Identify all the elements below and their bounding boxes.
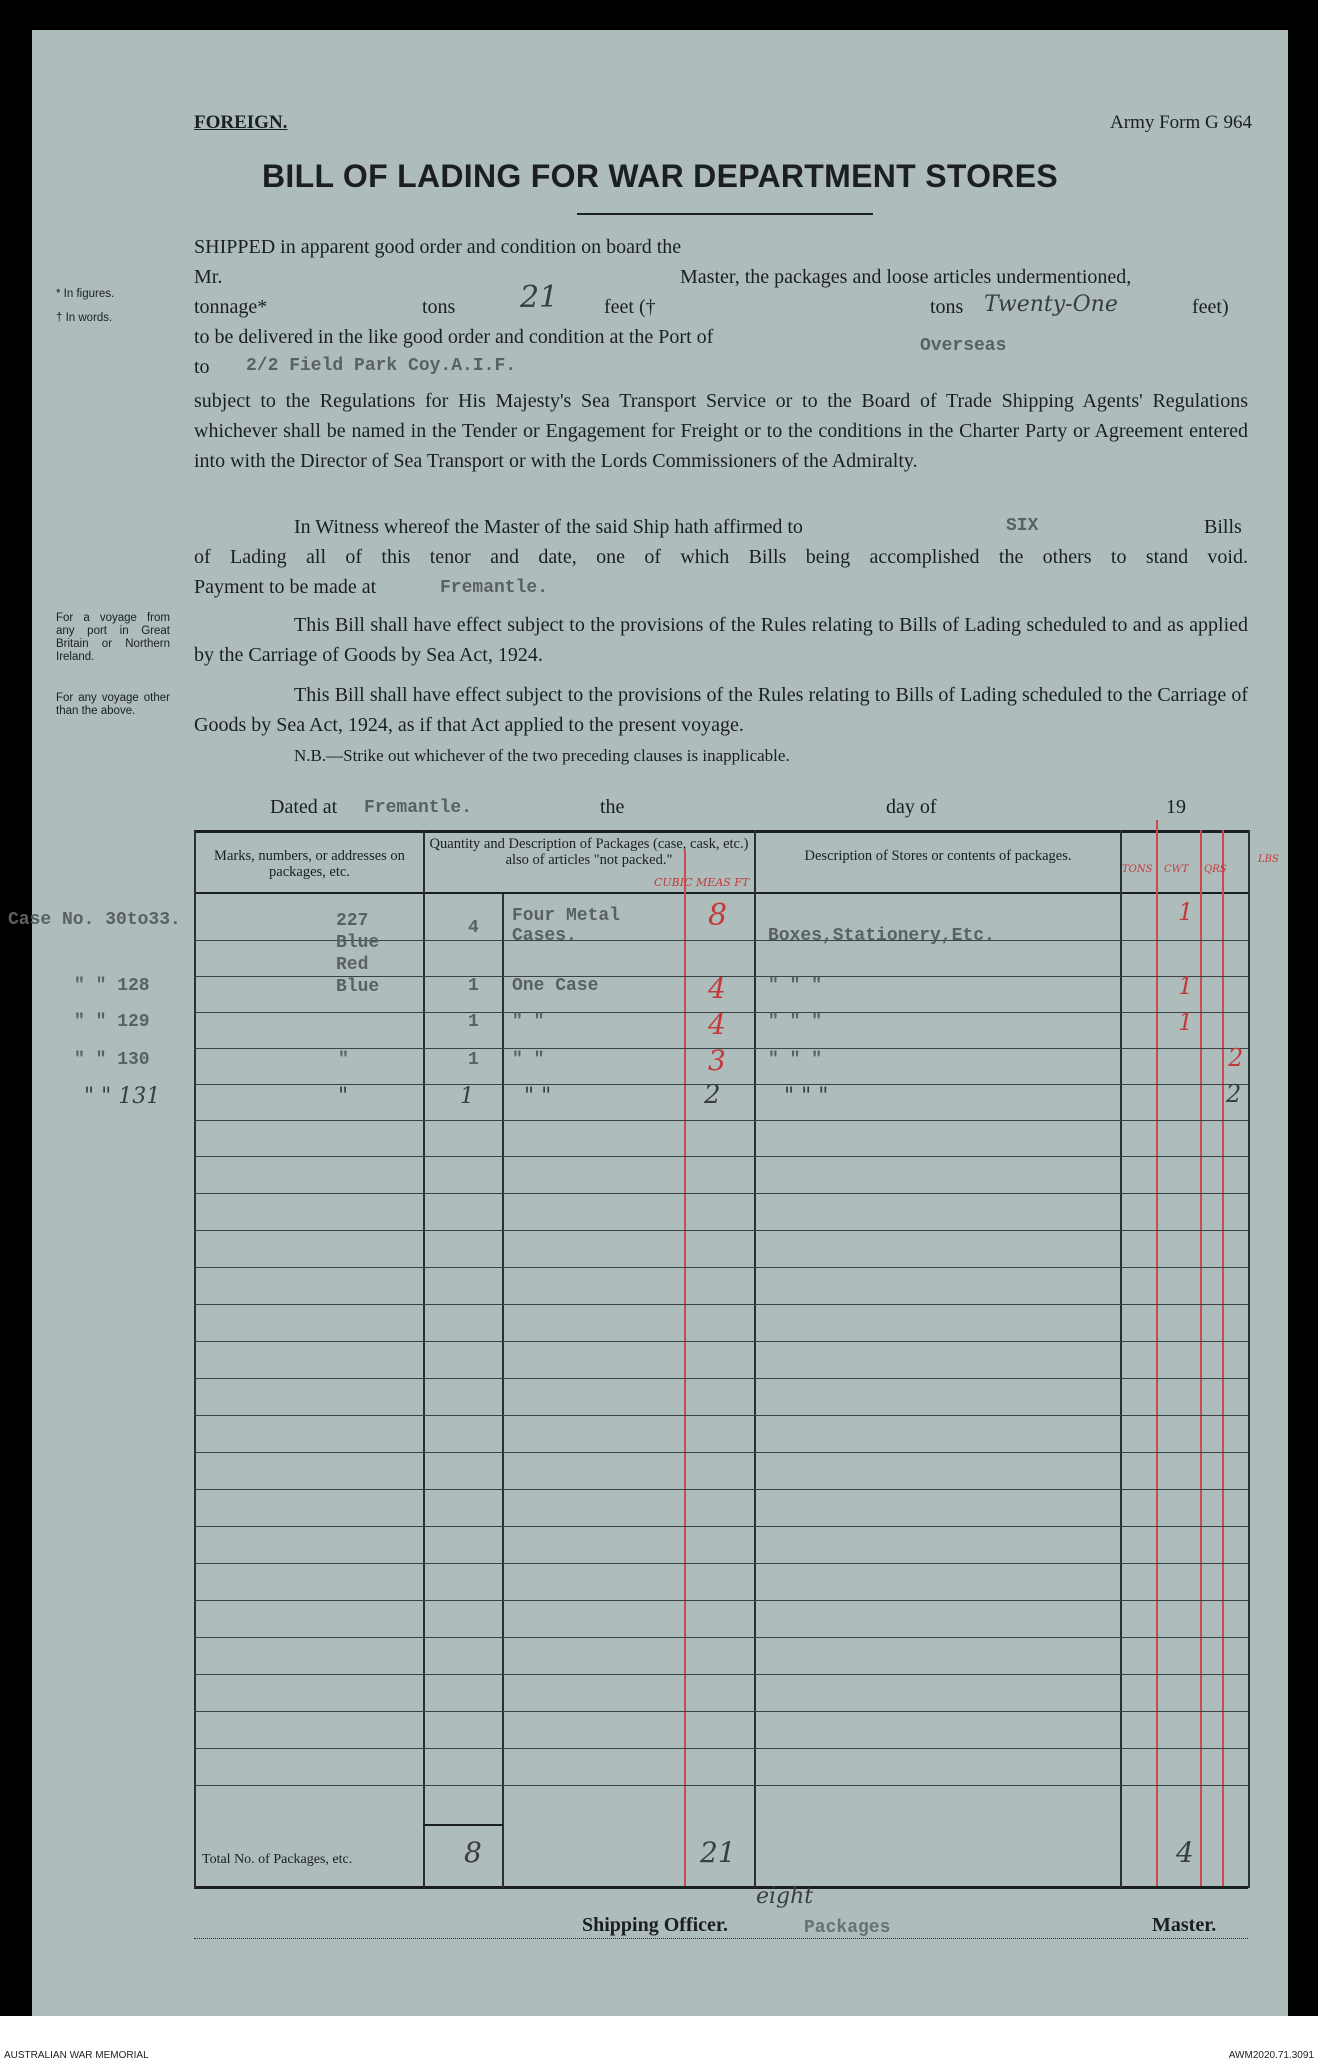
table-rule-line [194, 1120, 1248, 1121]
row2-qty: 1 [468, 976, 479, 996]
table-rule-line [194, 1084, 1248, 1085]
clause-uk: This Bill shall have effect subject to the provisions of the Rules relating to Bills of Lading scheduled to and as applied by the Carriage of Goods by Sea Act, 1924. [194, 614, 1248, 666]
footer-accession: AWM2020.71.3091 [1228, 2050, 1314, 2061]
feet-close-label: feet) [1192, 296, 1229, 318]
row2-desc: One Case [512, 976, 599, 996]
footer-strip [0, 2016, 1318, 2061]
table-rule-line [194, 1341, 1248, 1342]
col-header-cubic-feet: CUBIC MEAS FT [654, 876, 750, 889]
col-header-lbs: LBS [1258, 854, 1279, 865]
master-label: Master. [1152, 1914, 1217, 1936]
signature-dotted-line [194, 1938, 1248, 1939]
row3-cubic: 4 [708, 1008, 726, 1041]
row2-cubic: 4 [708, 972, 726, 1005]
army-form-number: Army Form G 964 [1110, 112, 1252, 133]
consignee-typed: 2/2 Field Park Coy.A.I.F. [246, 356, 517, 376]
col-line-right [1248, 830, 1250, 1888]
port-typed: Overseas [920, 336, 1007, 356]
bills-count-typed: SIX [1006, 516, 1039, 536]
note-other-voyage: For any voyage other than the above. [56, 692, 170, 717]
col-header-stores: Description of Stores or contents of packages. [804, 848, 1072, 864]
total-qty: 8 [464, 1836, 482, 1869]
col-header-cwt: CWT [1164, 864, 1189, 875]
table-rule-line [194, 1267, 1248, 1268]
feet-words-handwritten: Twenty-One [984, 292, 1118, 317]
title-underline [577, 213, 873, 215]
eight-handwritten: eight [756, 1884, 814, 1909]
total-cubic: 21 [700, 1836, 736, 1869]
row5-qrs: 2 [1226, 1080, 1242, 1108]
table-rule-line [194, 1415, 1248, 1416]
row1-cwt: 1 [1178, 898, 1194, 926]
row3-desc: " " [512, 1012, 545, 1032]
table-rule-line [194, 1156, 1248, 1157]
table-header-border [194, 892, 1248, 894]
col-header-tons: TONS [1122, 864, 1153, 875]
table-rule-line [194, 1600, 1248, 1601]
row3-mark: " " 129 [74, 1012, 150, 1032]
payment-place-typed: Fremantle. [440, 578, 549, 598]
bill-of-lading-sheet [8, 30, 1288, 2016]
row5-cubic: 2 [704, 1080, 721, 1110]
table-rule-line [194, 1748, 1248, 1749]
row1-num: 227 Blue Red Blue [336, 911, 380, 997]
red-line-qrs [1222, 830, 1224, 1886]
row3-cwt: 1 [1178, 1008, 1194, 1036]
payment-label: Payment to be made at [194, 576, 377, 598]
row4-cubic: 3 [708, 1044, 726, 1077]
row3-stores: " " " [768, 1012, 823, 1032]
table-rule-line [194, 1637, 1248, 1638]
the-label: the [600, 796, 625, 818]
mr-label: Mr. [194, 266, 223, 288]
total-cwt: 4 [1176, 1836, 1194, 1869]
table-rule-line [194, 1563, 1248, 1564]
table-rule-line [194, 1230, 1248, 1231]
row4-qrs: 2 [1228, 1044, 1244, 1072]
regulations-paragraph: subject to the Regulations for His Majesty's Sea Transport Service or to the Board of Trade Shipping Agents' Regulations whichever shall be named in the Tender or Engagement for Freight or to the conditions in the Charter Party or Agreement entered into with the Director of Sea Transport or with the Lords Commissioners of the Admiralty. [194, 390, 1248, 472]
year-label: 19 [1166, 796, 1186, 818]
row1-stores: Boxes,Stationery,Etc. [768, 926, 995, 946]
tonnage-label: tonnage* [194, 296, 268, 318]
packages-typed: Packages [804, 1918, 891, 1938]
note-in-figures: * In figures. [56, 288, 115, 300]
table-rule-line [194, 1304, 1248, 1305]
total-label: Total No. of Packages, etc. [202, 1852, 353, 1867]
table-top-border [194, 830, 1248, 833]
master-packages-line: Master, the packages and loose articles undermentioned, [680, 266, 1132, 288]
foreign-label: FOREIGN. [194, 112, 288, 133]
row5-desc: " " [524, 1084, 552, 1109]
table-rule-line [194, 1711, 1248, 1712]
row5-qty: 1 [460, 1084, 474, 1109]
row4-desc: " " [512, 1050, 545, 1070]
row2-stores: " " " [768, 976, 823, 996]
col-line-3 [1120, 830, 1122, 1888]
table-rule-line [194, 1785, 1248, 1786]
shipped-line: SHIPPED in apparent good order and condition on board the [194, 236, 682, 258]
row5-mark: " " 131 [84, 1084, 161, 1109]
footer-institution: AUSTRALIAN WAR MEMORIAL [4, 2050, 149, 2061]
tons-words-label: tons [930, 296, 964, 318]
feet-figure-handwritten: 21 [520, 280, 559, 315]
row4-num: " [338, 1050, 349, 1070]
note-gb-voyage: For a voyage from any port in Great Britain or Northern Ireland. [56, 612, 170, 663]
row5-stores: " " " [784, 1084, 829, 1109]
col-line-1 [423, 830, 425, 1888]
witness-line: In Witness whereof the Master of the said Ship hath affirmed to [294, 516, 803, 538]
row1-mark: Case No. 30to33. [8, 910, 181, 930]
table-rule-line [194, 1674, 1248, 1675]
red-line-cwt [1200, 830, 1202, 1886]
table-rule-line [194, 1489, 1248, 1490]
tons-label: tons [422, 296, 456, 318]
row1-qty: 4 [468, 918, 479, 938]
dated-at-label: Dated at [270, 796, 338, 818]
col-header-marks: Marks, numbers, or addresses on packages, etc. [214, 848, 405, 880]
col-line-qty [502, 894, 504, 1888]
total-qty-rule [423, 1824, 503, 1826]
col-header-qrs: QRS [1204, 864, 1227, 875]
row1-cubic: 8 [708, 898, 728, 933]
note-in-words: † In words. [56, 312, 113, 324]
nb-note: N.B.—Strike out whichever of the two preceding clauses is inapplicable. [294, 746, 790, 765]
red-line-cubic [684, 850, 686, 1886]
table-rule-line [194, 1526, 1248, 1527]
table-rule-line [194, 1378, 1248, 1379]
shipping-officer-label: Shipping Officer. [582, 1914, 728, 1936]
col-line-2 [754, 830, 756, 1888]
row2-mark: " " 128 [74, 976, 150, 996]
col-line-left [194, 830, 196, 1888]
dated-place-typed: Fremantle. [364, 798, 473, 818]
table-bottom-border [194, 1886, 1248, 1889]
day-of-label: day of [886, 796, 937, 818]
delivered-line: to be delivered in the like good order and condition at the Port of [194, 326, 714, 348]
row4-qty: 1 [468, 1050, 479, 1070]
red-line-tons [1156, 820, 1158, 1886]
row4-mark: " " 130 [74, 1050, 150, 1070]
table-rule-line [194, 1193, 1248, 1194]
row2-cwt: 1 [1178, 972, 1194, 1000]
to-label: to [194, 356, 210, 378]
feet-label: feet († [604, 296, 656, 318]
row4-stores: " " " [768, 1050, 823, 1070]
row1-desc: Four Metal Cases. [512, 906, 621, 946]
col-header-quantity: Quantity and Description of Packages (case, cask, etc.) also of articles "not packed." [429, 836, 749, 868]
row5-num: " [338, 1084, 349, 1109]
clause-other: This Bill shall have effect subject to the provisions of the Rules relating to Bills of Lading scheduled to the Carriage of Goods by Sea Act, 1924, as if that Act applied to the present voyage. [194, 684, 1248, 736]
tenor-line: of Lading all of this tenor and date, one of which Bills being accomplished the others to stand void. [194, 546, 1248, 568]
row3-qty: 1 [468, 1012, 479, 1032]
table-rule-line [194, 1452, 1248, 1453]
bills-label: Bills [1204, 516, 1242, 538]
document-title: BILL OF LADING FOR WAR DEPARTMENT STORES [262, 158, 1058, 194]
